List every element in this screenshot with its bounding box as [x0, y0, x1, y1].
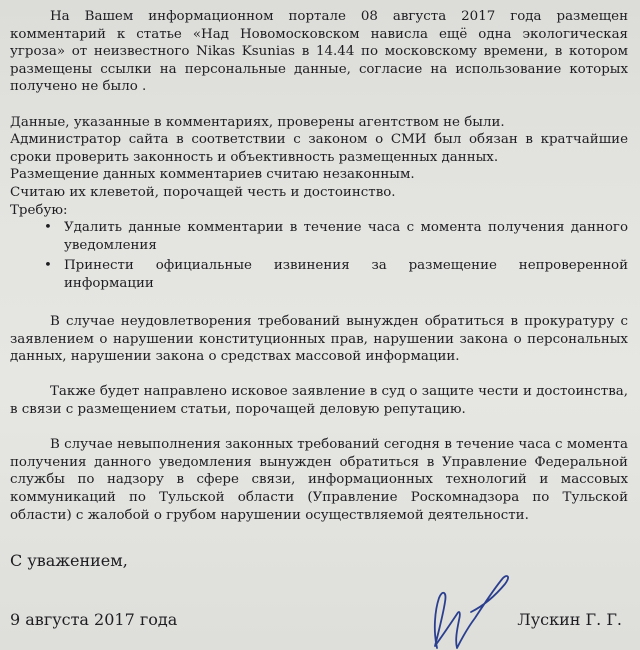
- paragraph-spacer: [10, 96, 628, 114]
- paragraph-spacer: [10, 296, 628, 314]
- demand-list: [10, 219, 628, 292]
- statement-not-verified: Данные, указанные в комментариях, проверены агентством не были.: [10, 114, 505, 130]
- letter-date: 9 августа 2017 года: [10, 610, 178, 629]
- statement-illegal: Размещение данных комментариев считаю незаконным.: [10, 167, 415, 183]
- roskomnadzor-paragraph: В случае невыполнения законных требований сегодня в течение часа с момента получения данного уведомления вынужден обратиться в Управление Федеральной службы по надзору в сфере связи, информационных технологий и массовых коммуникаций по Тульской области (Управление Роскомнадзора по Тульской области) с жалобой о грубом нарушении осуществляемой деятельности.: [10, 437, 628, 523]
- intro-paragraph: На Вашем информационном портале 08 августа 2017 года размещен комментарий к статье «Над Новомосковском нависла ещё одна экологическая угроза» от неизвестного Nikas Ksunias в 14.44 по московскому времени, в котором размещены ссылки на персональные данные, согласие на использование которых получено не было .: [10, 9, 628, 95]
- demand-item-text: Удалить данные комментарии в течение часа с момента получения данного уведомления: [64, 220, 628, 253]
- bullet-icon: •: [44, 258, 52, 274]
- closing-salutation: С уважением,: [10, 551, 128, 570]
- signer-name: Лускин Г. Г.: [517, 610, 622, 629]
- paragraph-spacer: [10, 419, 628, 437]
- signature-icon: [395, 560, 515, 650]
- paragraph-spacer: [10, 366, 628, 384]
- bullet-icon: •: [44, 220, 52, 236]
- demand-item-text: Принести официальные извинения за размещение непроверенной информации: [64, 258, 628, 291]
- prosecutor-paragraph: В случае неудовлетворения требований вынужден обратиться в прокуратуру с заявлением о нарушении конституционных прав, нарушении закона о персональных данных, нарушении закона о средствах массовой информации.: [10, 314, 628, 365]
- demand-item: [44, 257, 628, 292]
- lawsuit-paragraph: Также будет направлено исковое заявление в суд о защите чести и достоинства, в связи с размещением статьи, порочащей деловую репутацию.: [10, 384, 628, 418]
- demand-heading: Требую:: [10, 202, 68, 218]
- statement-slander: Считаю их клеветой, порочащей честь и достоинство.: [10, 184, 396, 200]
- statement-admin-obligation: Администратор сайта в соответствии с законом о СМИ был обязан в кратчайшие сроки проверить законность и объективность размещенных данных.: [10, 132, 628, 165]
- demand-item: [44, 219, 628, 254]
